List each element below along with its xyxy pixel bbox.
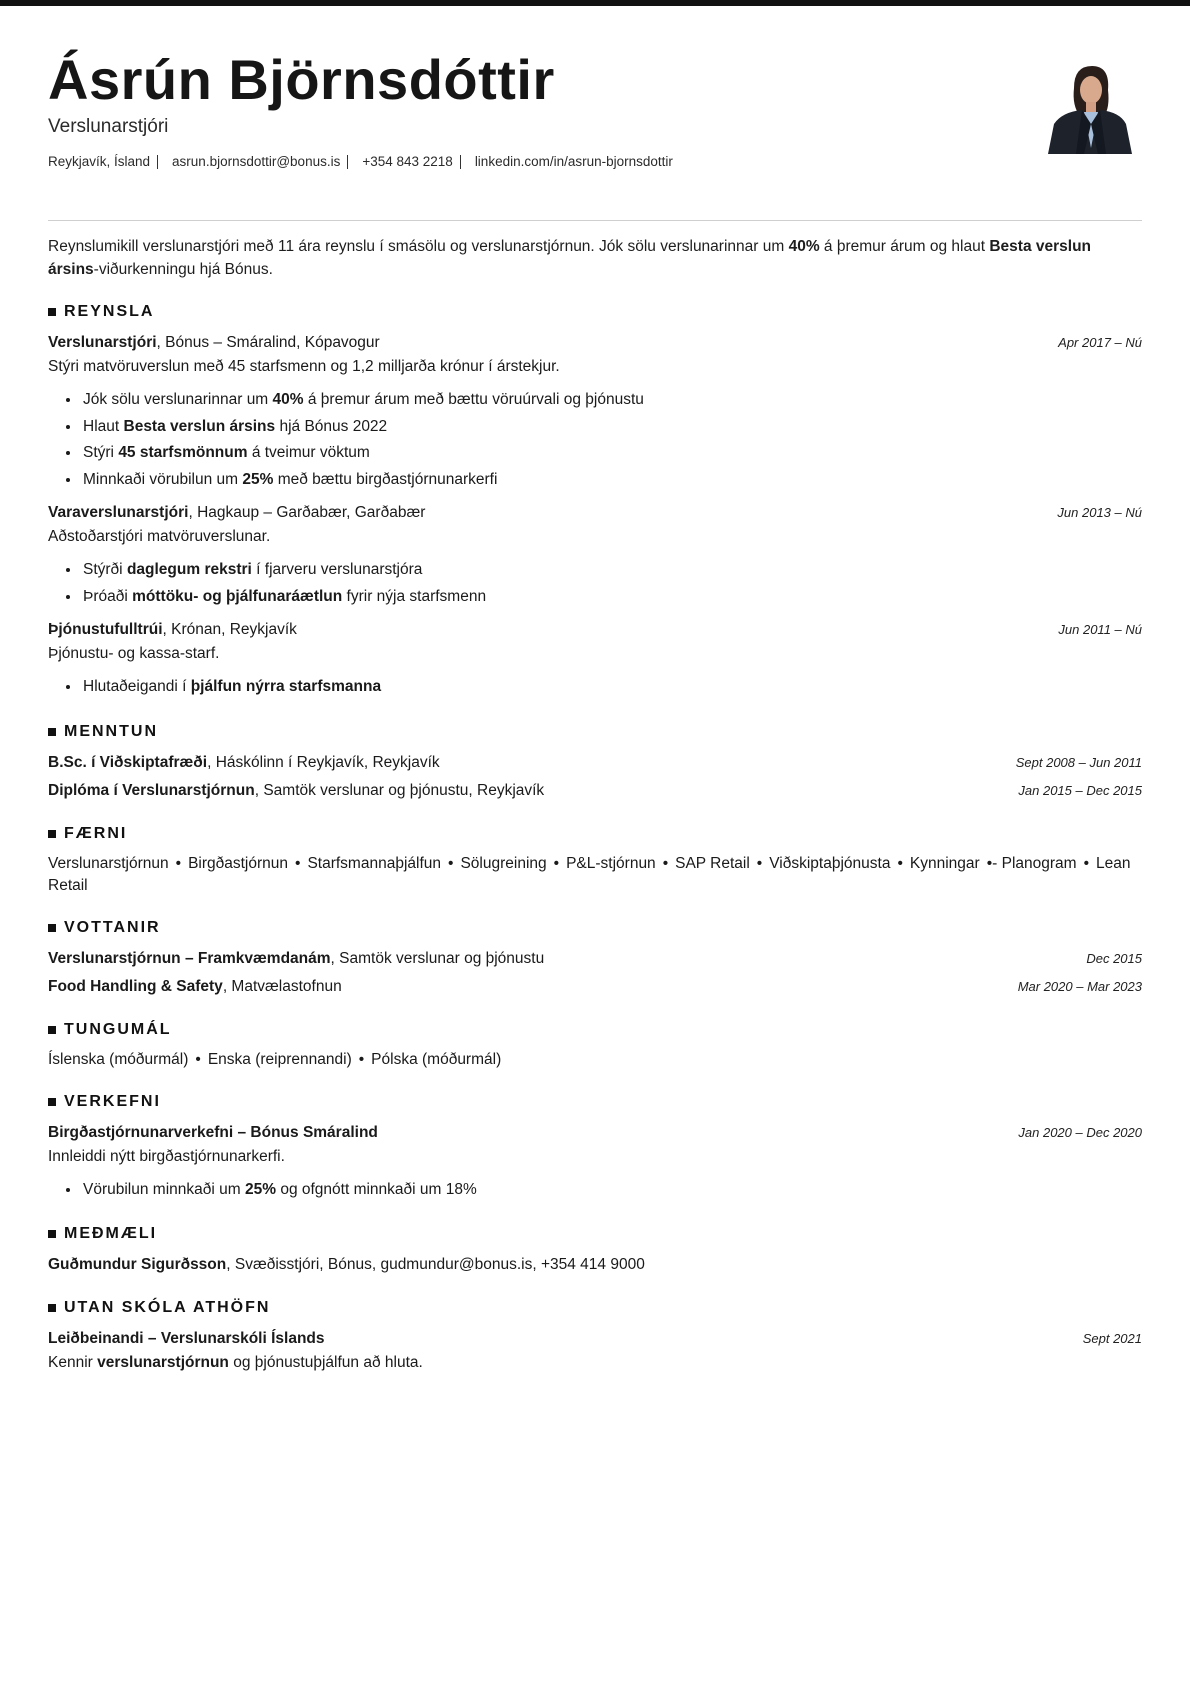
job-org: , Bónus – Smáralind, Kópavogur bbox=[156, 334, 380, 351]
extra-item bbox=[48, 1327, 1142, 1375]
job-org: , Hagkaup – Garðabær, Garðabær bbox=[188, 504, 426, 521]
section-heading: FÆRNI bbox=[64, 824, 128, 842]
job-title: Þjónustufulltrúi bbox=[48, 621, 163, 638]
square-bullet-icon bbox=[48, 728, 56, 736]
education-item bbox=[48, 751, 1142, 775]
cert-item bbox=[48, 975, 1142, 999]
skills-list: Verslunarstjórnun • Birgðastjórnun • Starfsmannaþjálfun • Sölugreining • P&L-stjórnun • SAP Retail • Viðskiptaþjónusta • Kynningar •- Planogram • Lean Retail bbox=[48, 854, 1131, 894]
job-description: Þjónustu- og kassa-starf. bbox=[48, 645, 220, 662]
job-bullets bbox=[48, 674, 1142, 701]
cert-title: Food Handling & Safety bbox=[48, 977, 223, 995]
extra-title: Leiðbeinandi – Verslunarskóli Íslands bbox=[48, 1330, 325, 1347]
square-bullet-icon bbox=[48, 1230, 56, 1238]
experience-item bbox=[48, 618, 1142, 701]
list-item: • Hlutaðeigandi í þjálfun nýrra starfsmanna bbox=[81, 674, 1142, 701]
summary-text: á þremur árum og hlaut bbox=[819, 238, 990, 255]
list-item: • Minnkaði vörubilun um 25% með bættu birgðastjórnunarkerfi bbox=[81, 467, 1142, 494]
list-item: • Þróaði móttöku- og þjálfunaráætlun fyrir nýja starfsmenn bbox=[81, 584, 1142, 611]
education-date: Sept 2008 – Jun 2011 bbox=[1015, 754, 1142, 770]
list-item: • Vörubilun minnkaði um 25% og ofgnótt minnkaði um 18% bbox=[81, 1177, 1142, 1204]
square-bullet-icon bbox=[48, 830, 56, 838]
reference-details: , Svæðisstjóri, Bónus, gudmundur@bonus.is, +354 414 9000 bbox=[226, 1256, 645, 1273]
section-heading: TUNGUMÁL bbox=[64, 1020, 172, 1038]
summary-text: -viðurkenningu hjá Bónus. bbox=[93, 261, 273, 278]
summary-highlight: Besta verslun ársins bbox=[48, 238, 1092, 278]
list-item: • Jók sölu verslunarinnar um 40% á þremur árum með bættu vöruúrvali og þjónustu bbox=[81, 387, 1142, 414]
section-projects-title bbox=[48, 1093, 1142, 1111]
contact-separator bbox=[460, 155, 461, 169]
skill-separator: - bbox=[992, 854, 998, 872]
section-experience-title bbox=[48, 303, 1142, 321]
extra-date: Sept 2021 bbox=[1082, 1331, 1142, 1346]
job-title: Verslunarstjóri bbox=[48, 334, 157, 351]
section-heading: VOTTANIR bbox=[64, 918, 161, 936]
summary-highlight: 40% bbox=[788, 238, 820, 255]
cert-org: , Matvælastofnun bbox=[222, 977, 342, 995]
header-divider bbox=[48, 220, 1142, 221]
job-date: Jun 2013 – Nú bbox=[1057, 505, 1142, 520]
cert-title: Verslunarstjórnun – Framkvæmdanám bbox=[48, 949, 331, 967]
skill-item: SAP Retail bbox=[675, 854, 750, 872]
contact-separator bbox=[347, 155, 348, 169]
summary bbox=[48, 235, 1142, 281]
language-item: Enska (reiprennandi) bbox=[207, 1050, 352, 1068]
education-item bbox=[48, 779, 1142, 803]
project-title: Birgðastjórnunarverkefni – Bónus Smáralind bbox=[48, 1123, 378, 1141]
education-date: Jan 2015 – Dec 2015 bbox=[1018, 782, 1142, 798]
profile-photo bbox=[1044, 58, 1136, 154]
job-bullets bbox=[48, 387, 1142, 493]
profile-photo-image bbox=[1044, 58, 1136, 154]
skill-item: Kynningar bbox=[909, 854, 980, 872]
project-bullets bbox=[48, 1177, 1142, 1204]
section-education-title bbox=[48, 723, 1142, 741]
skill-item: Viðskiptaþjónusta bbox=[769, 854, 891, 872]
square-bullet-icon bbox=[48, 924, 56, 932]
experience-item bbox=[48, 331, 1142, 493]
skill-item: Starfsmannaþjálfun bbox=[307, 854, 442, 872]
square-bullet-icon bbox=[48, 1098, 56, 1106]
square-bullet-icon bbox=[48, 1026, 56, 1034]
degree-title: Diplóma í Verslunarstjórnun bbox=[48, 781, 255, 799]
contact-location: Reykjavík, Ísland bbox=[48, 154, 151, 169]
languages-list: Íslenska (móðurmál) • Enska (reiprennandi) • Pólska (móðurmál) bbox=[48, 1050, 502, 1068]
job-date: Jun 2011 – Nú bbox=[1058, 622, 1142, 637]
skill-item: Planogram bbox=[1001, 854, 1077, 872]
section-heading: UTAN SKÓLA ATHÖFN bbox=[64, 1299, 271, 1316]
section-extra-title bbox=[48, 1299, 1142, 1317]
experience-item bbox=[48, 501, 1142, 610]
section-references-title bbox=[48, 1225, 1142, 1243]
cert-date: Mar 2020 – Mar 2023 bbox=[1017, 978, 1142, 994]
section-heading: VERKEFNI bbox=[64, 1092, 161, 1110]
contact-line bbox=[48, 154, 1142, 169]
job-description: Aðstoðarstjóri matvöruverslunar. bbox=[48, 528, 271, 545]
school-name: , Háskólinn í Reykjavík, Reykjavík bbox=[207, 753, 440, 771]
section-heading: MEÐMÆLI bbox=[64, 1225, 158, 1242]
job-bullets bbox=[48, 557, 1142, 610]
language-item: Pólska (móðurmál) bbox=[371, 1050, 502, 1068]
resume-header bbox=[48, 6, 1142, 192]
section-heading: MENNTUN bbox=[64, 722, 158, 740]
project-date: Jan 2020 – Dec 2020 bbox=[1018, 1124, 1142, 1140]
skill-item: Birgðastjórnun bbox=[188, 854, 289, 872]
contact-linkedin[interactable]: linkedin.com/in/asrun-bjornsdottir bbox=[474, 154, 673, 169]
summary-text: Reynslumikill verslunarstjóri með 11 ára reynslu í smásölu og verslunarstjórnun. Jók sölu verslunarinnar um bbox=[48, 238, 789, 255]
job-date: Apr 2017 – Nú bbox=[1058, 335, 1142, 350]
skill-item: Verslunarstjórnun bbox=[48, 854, 169, 872]
section-skills-title bbox=[48, 825, 1142, 843]
candidate-role: Verslunarstjóri bbox=[48, 116, 169, 137]
contact-phone[interactable]: +354 843 2218 bbox=[362, 154, 453, 169]
extra-description: Kennir verslunarstjórnun og þjónustuþjálfun að hluta. bbox=[48, 1354, 423, 1371]
contact-separator bbox=[157, 155, 158, 169]
reference-item bbox=[48, 1253, 1142, 1277]
job-org: , Krónan, Reykjavík bbox=[162, 621, 297, 638]
cert-date: Dec 2015 bbox=[1086, 950, 1142, 966]
cert-item bbox=[48, 947, 1142, 971]
language-item: Íslenska (móðurmál) bbox=[48, 1050, 189, 1068]
section-languages-title bbox=[48, 1021, 1142, 1039]
list-item: • Hlaut Besta verslun ársins hjá Bónus 2022 bbox=[81, 414, 1142, 441]
skill-item: Lean Retail bbox=[48, 854, 1131, 894]
degree-title: B.Sc. í Viðskiptafræði bbox=[48, 753, 208, 771]
skill-item: P&L-stjórnun bbox=[566, 854, 656, 872]
list-item: • Stýri 45 starfsmönnum á tveimur vöktum bbox=[81, 440, 1142, 467]
square-bullet-icon bbox=[48, 1304, 56, 1312]
job-title: Varaverslunarstjóri bbox=[48, 504, 189, 521]
section-certs-title bbox=[48, 919, 1142, 937]
project-item bbox=[48, 1121, 1142, 1204]
resume-page bbox=[0, 6, 1190, 1375]
reference-name: Guðmundur Sigurðsson bbox=[48, 1256, 227, 1273]
square-bullet-icon bbox=[48, 308, 56, 316]
contact-email[interactable]: asrun.bjornsdottir@bonus.is bbox=[172, 154, 341, 169]
cert-org: , Samtök verslunar og þjónustu bbox=[330, 949, 545, 967]
list-item: • Stýrði daglegum rekstri í fjarveru verslunarstjóra bbox=[81, 557, 1142, 584]
skill-item: Sölugreining bbox=[460, 854, 547, 872]
section-heading: REYNSLA bbox=[64, 303, 155, 320]
job-description: Stýri matvöruverslun með 45 starfsmenn og 1,2 milljarða krónur í árstekjur. bbox=[48, 358, 560, 375]
project-description: Innleiddi nýtt birgðastjórnunarkerfi. bbox=[48, 1147, 285, 1165]
school-name: , Samtök verslunar og þjónustu, Reykjavík bbox=[254, 781, 545, 799]
candidate-name: Ásrún Björnsdóttir bbox=[48, 48, 555, 111]
